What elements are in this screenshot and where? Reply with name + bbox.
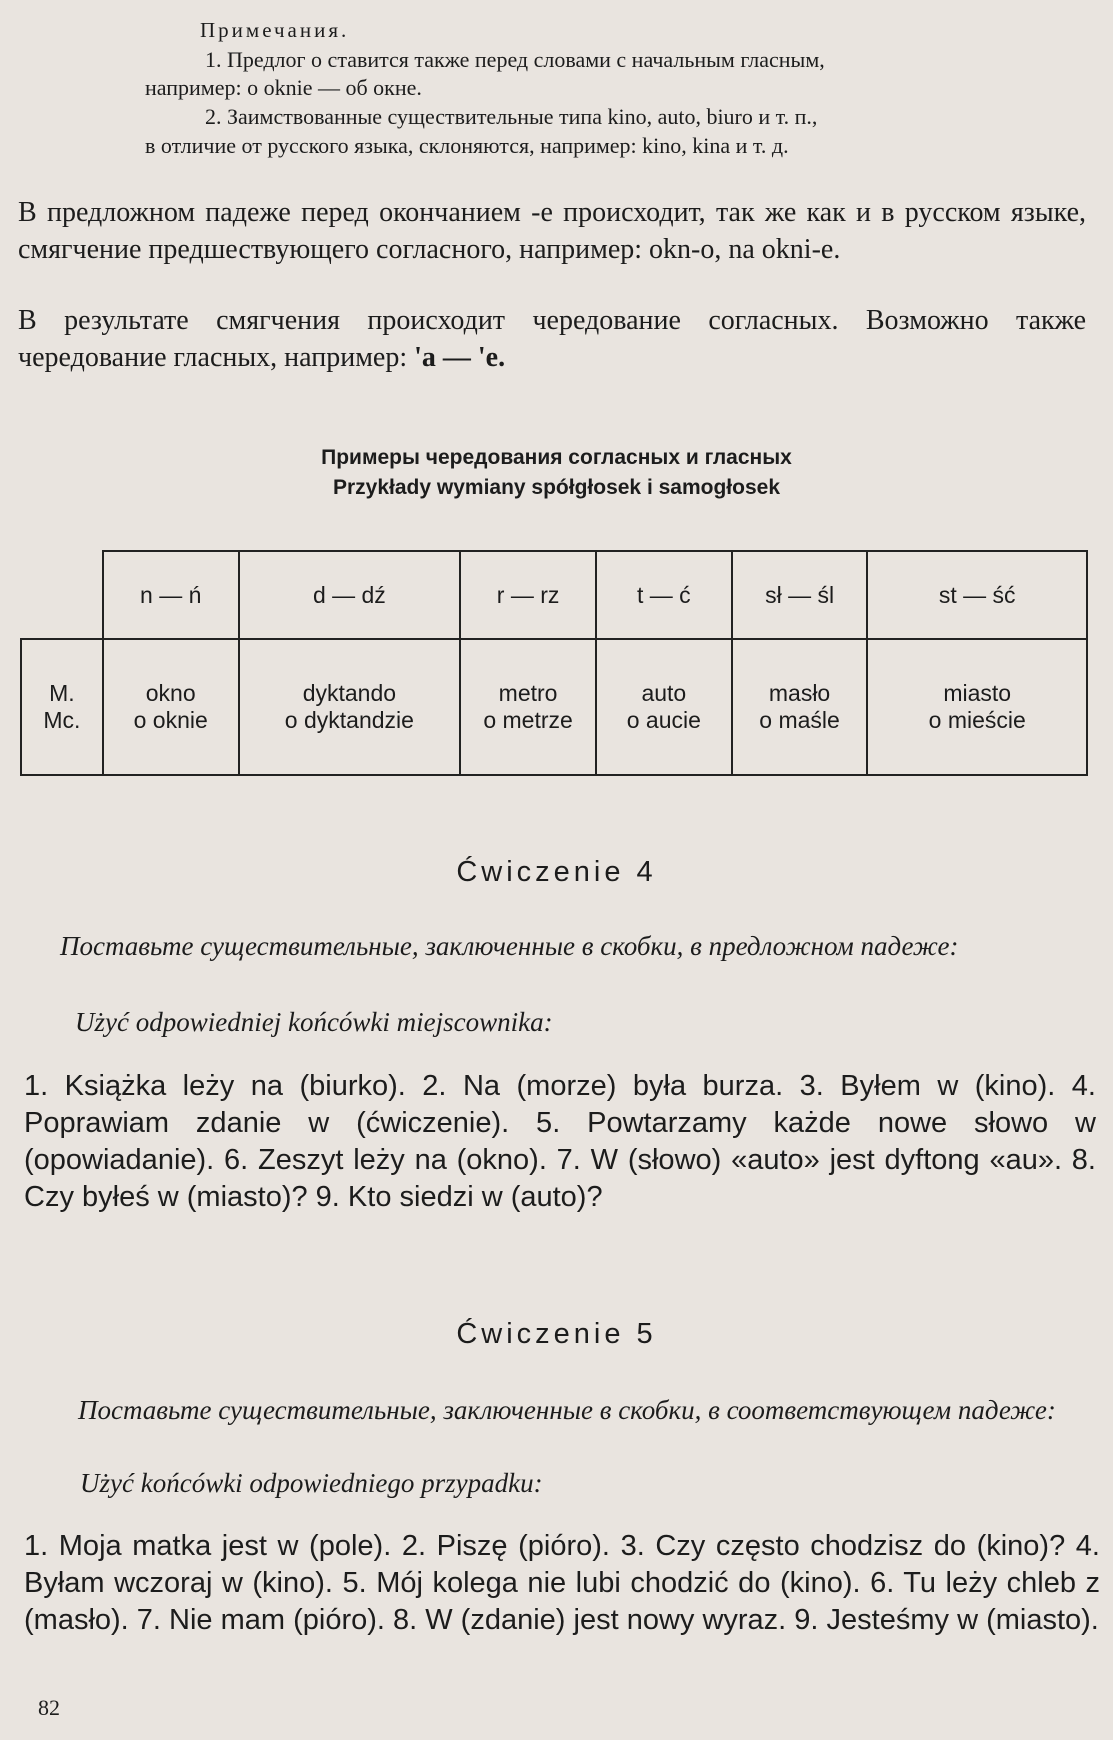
exercise-4-instruction-pl: Użyć odpowiedniej końcówki miejscownika:: [75, 1007, 553, 1037]
cell-nominative: miasto: [943, 680, 1012, 706]
cell-prepositional: o aucie: [626, 707, 701, 733]
exercise-5-instruction-ru: Поставьте существительные, заключенные в скобки, в соответствующем падеже:: [78, 1395, 1056, 1425]
case-label: Mc.: [43, 707, 81, 733]
exercise-5-instruction-pl: Użyć końcówki odpowiedniego przypadku:: [80, 1468, 543, 1498]
table-corner-cell: [21, 551, 103, 639]
table-header-row: [21, 551, 1087, 639]
table-header-cell: sł — śl: [732, 551, 868, 639]
table-cell: [867, 639, 1087, 775]
cell-nominative: masło: [768, 680, 831, 706]
table-cell: [103, 639, 239, 775]
note-1-line-2: например: o oknie — об окне.: [145, 75, 422, 100]
table-header-cell: r — rz: [460, 551, 596, 639]
cell-nominative: auto: [641, 680, 687, 706]
table-header-cell: t — ć: [596, 551, 732, 639]
table-case-labels: [21, 639, 103, 775]
exercise-4-text: 1. Książka leży na (biurko). 2. Na (morze) była burza. 3. Byłem w (kino). 4. Poprawiam zdanie w (ćwiczenie). 5. Powtarzamy każde nowe słowo w (opowiadanie). 6. Zeszyt leży na (okno). 7. W (słowo) «auto» jest dyftong «au». 8. Czy byłeś w (miasto)? 9. Kto siedzi w (auto)?: [24, 1070, 1096, 1213]
cell-nominative: dyktando: [302, 680, 397, 706]
cell-prepositional: o maśle: [759, 707, 840, 733]
alternation-table: [20, 550, 1088, 776]
cell-prepositional: o dyktandzie: [284, 707, 414, 733]
table-row: [21, 639, 1087, 775]
table-cell: [596, 639, 732, 775]
paragraph-prepositional: В предложном падеже перед окончанием -е происходит, так же как и в русском языке, смягчение предшествующего согласного, например: okn-o, na okni-e.: [18, 197, 1086, 265]
cell-nominative: okno: [145, 680, 196, 706]
table-header-cell: n — ń: [103, 551, 239, 639]
page-number: 82: [38, 1695, 60, 1720]
table-cell: [239, 639, 461, 775]
note-2-line-2: в отличие от русского языка, склоняются, например: kino, kina и т. д.: [145, 133, 789, 158]
exercise-4-instruction-ru: Поставьте существительные, заключенные в скобки, в предложном падеже:: [60, 931, 959, 961]
exercise-4-title: Ćwiczenie 4: [456, 856, 657, 888]
table-header-cell: d — dź: [239, 551, 461, 639]
notes-title: Примечания.: [200, 18, 350, 42]
paragraph-alternation: [18, 302, 1086, 376]
table-cell: [460, 639, 596, 775]
cell-prepositional: o oknie: [133, 707, 208, 733]
table-title-ru: Примеры чередования согласных и гласных: [321, 446, 792, 469]
exercise-5-text: 1. Moja matka jest w (pole). 2. Piszę (pióro). 3. Czy często chodzisz do (kino)? 4. Byłam wczoraj w (kino). 5. Mój kolega nie lubi chodzić do (kino). 6. Tu leży chleb z (masło). 7. Nie mam (pióro). 8. W (zdanie) jest nowy wyraz. 9. Jesteśmy w (miasto).: [24, 1530, 1100, 1636]
note-1-line-1: 1. Предлог o ставится также перед словами с начальным гласным,: [205, 47, 825, 72]
exercise-5-title: Ćwiczenie 5: [456, 1318, 657, 1350]
table-title-pl: Przykłady wymiany spółgłosek i samogłosek: [332, 476, 781, 499]
table-header-cell: st — ść: [867, 551, 1087, 639]
paragraph-alternation-text: В результате смягчения происходит чередование согласных. Возможно также чередование гласных, например:: [18, 305, 1086, 373]
note-2-line-1: 2. Заимствованные существительные типа kino, auto, biuro и т. п.,: [205, 104, 818, 129]
cell-nominative: metro: [498, 680, 558, 706]
alternation-example: 'a — 'e.: [414, 342, 506, 373]
cell-prepositional: o metrze: [483, 707, 573, 733]
table-cell: [732, 639, 868, 775]
cell-prepositional: o mieście: [928, 707, 1026, 733]
case-label: M.: [49, 680, 75, 706]
